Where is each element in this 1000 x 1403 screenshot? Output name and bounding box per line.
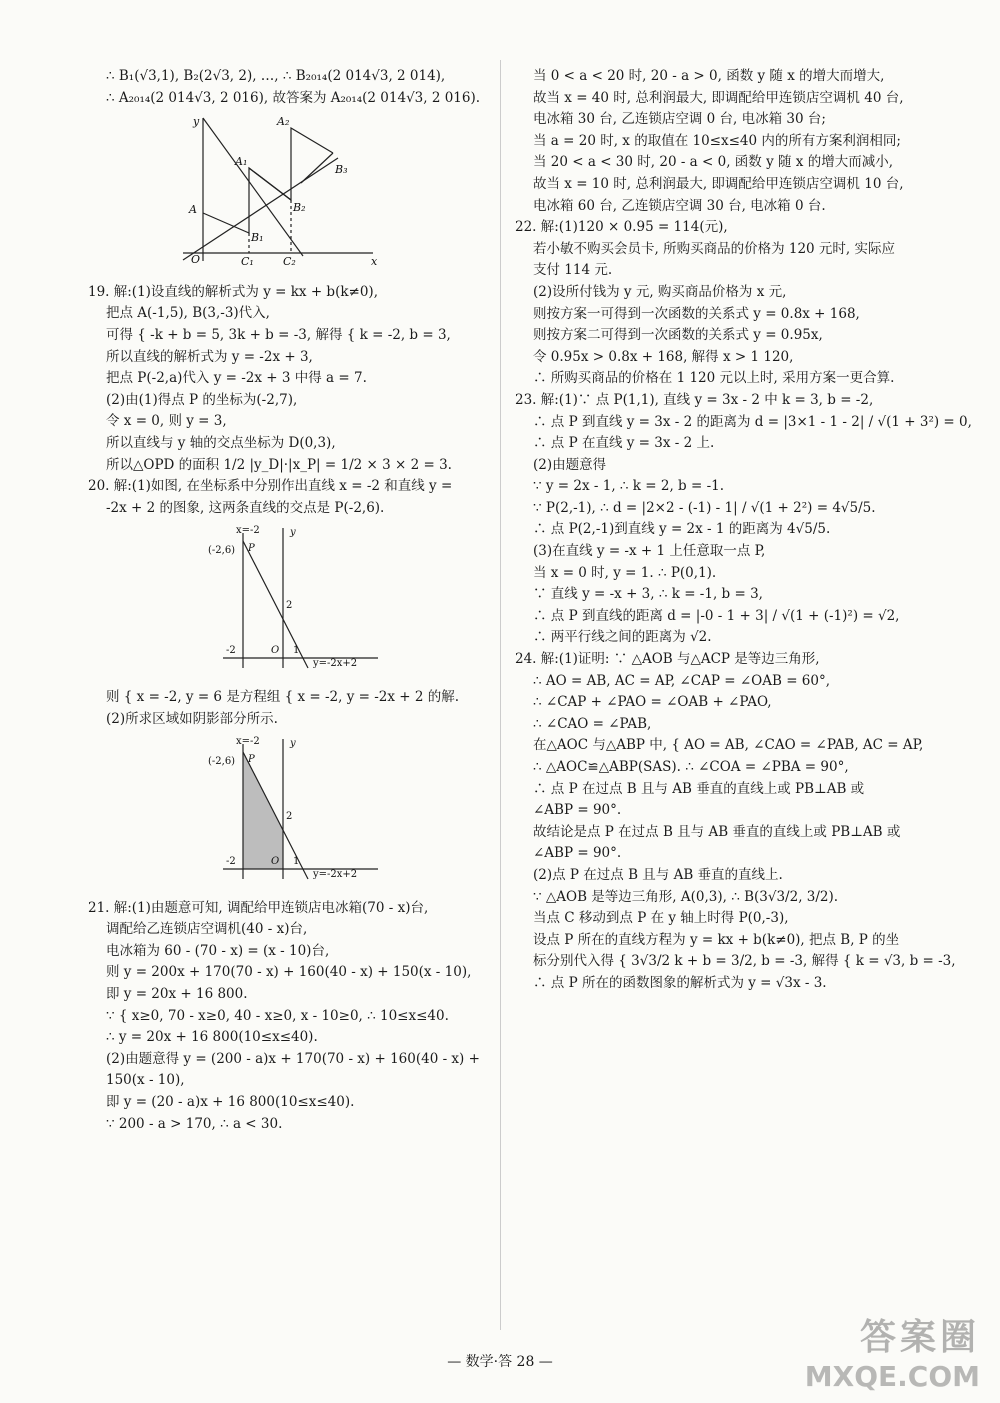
text-line: 22. 解:(1)120 × 0.95 = 114(元), xyxy=(515,219,728,236)
left-text-c xyxy=(88,687,488,730)
text-line: ∵ 直线 y = -x + 3, ∴ k = -1, b = 3, xyxy=(533,586,763,603)
shaded-region xyxy=(243,752,283,869)
text-line: ∴ 两平行线之间的距离为 √2. xyxy=(533,629,712,646)
text-line: 则按方案一可得到一次函数的关系式 y = 0.8x + 168, xyxy=(533,305,860,322)
fig2-tick-neg2: -2 xyxy=(226,645,236,657)
watermark-logo: 答案圈 xyxy=(859,1317,980,1358)
text-line: ∴ y = 20x + 16 800(10≤x≤40). xyxy=(106,1029,318,1046)
text-line: (2)点 P 在过点 B 且与 AB 垂直的直线上. xyxy=(533,866,783,883)
fig3-tick-neg2: -2 xyxy=(226,856,236,868)
text-line: 则 y = 200x + 170(70 - x) + 160(40 - x) + 150(x - 10), xyxy=(106,964,472,981)
text-line: 所以直线的解析式为 y = -2x + 3, xyxy=(106,348,313,365)
text-line: ∴ 点 P 在过点 B 且与 AB 垂直的直线上或 PB⊥AB 或 xyxy=(533,780,865,797)
text-line: ∴ B₁(√3,1), B₂(2√3, 2), …, ∴ B₂₀₁₄(2 014√3, 2 014), xyxy=(106,68,446,84)
fig3-P-coords: (-2,6) xyxy=(208,756,236,768)
text-line: 可得 { -k + b = 5, 3k + b = -3, 解得 { k = -2, b = 3, xyxy=(106,326,451,343)
text-line: 当点 C 移动到点 P 在 y 轴上时得 P(0,-3), xyxy=(533,910,789,927)
text-line: 令 x = 0, 则 y = 3, xyxy=(106,413,227,430)
text-line: ∴ 点 P 到直线的距离 d = |-0 - 1 + 3| / √(1 + (-1)²) = √2, xyxy=(533,607,900,624)
text-line: ∴ △AOC≌△ABP(SAS). ∴ ∠COA = ∠PBA = 90°, xyxy=(533,759,849,775)
left-text-d xyxy=(88,898,488,1136)
text-line: 则 { x = -2, y = 6 是方程组 { x = -2, y = -2x + 2 的解. xyxy=(106,688,460,705)
fig2-y-label: y xyxy=(290,527,296,539)
text-line: -2x + 2 的图象, 这两条直线的交点是 P(-2,6). xyxy=(106,499,385,516)
text-line: ∴ 点 P 在直线 y = 3x - 2 上. xyxy=(533,435,715,452)
text-line: ∴ 点 P(2,-1)到直线 y = 2x - 1 的距离为 4√5/5. xyxy=(533,521,831,538)
text-line: ∴ A₂₀₁₄(2 014√3, 2 016), 故答案为 A₂₀₁₄(2 014√3, 2 016). xyxy=(106,89,481,106)
right-column xyxy=(515,66,972,995)
figure-two-lines xyxy=(198,523,388,673)
text-line: (2)由题意得 y = (200 - a)x + 170(70 - x) + 160(40 - x) + xyxy=(106,1050,480,1067)
text-line: ∵ P(2,-1), ∴ d = |2×2 - (-1) - 1| / √(1 + 2²) = 4√5/5. xyxy=(533,499,876,516)
text-line: 故当 x = 40 时, 总利润最大, 即调配给甲连锁店空调机 40 台, xyxy=(533,89,904,106)
fig3-origin: O xyxy=(271,856,280,868)
text-line: (2)由(1)得点 P 的坐标为(-2,7), xyxy=(106,391,298,408)
text-line: 所以直线与 y 轴的交点坐标为 D(0,3), xyxy=(106,434,336,451)
fig1-B2: B₂ xyxy=(293,201,306,215)
column-divider xyxy=(500,60,501,1330)
text-line: (3)在直线 y = -x + 1 上任意取一点 P, xyxy=(533,543,766,560)
text-line: ∴ ∠CAP + ∠PAO = ∠OAB + ∠PAO, xyxy=(533,694,772,711)
fig1-A1: A₁ xyxy=(235,155,248,169)
text-line: ∴ ∠CAO = ∠PAB, xyxy=(533,715,652,732)
figure-shaded-region xyxy=(198,734,388,884)
text-line: 则按方案二可得到一次函数的关系式 y = 0.95x, xyxy=(533,327,823,344)
text-line: (2)所求区域如阴影部分所示. xyxy=(106,710,278,727)
text-line: 当 x = 0 时, y = 1. ∴ P(0,1). xyxy=(533,564,717,581)
fig1-C2: C₂ xyxy=(283,255,296,269)
fig1-origin: O xyxy=(191,253,201,267)
fig1-x-label: x xyxy=(371,255,378,269)
fig2-P: P xyxy=(248,543,255,555)
text-line: 故当 x = 10 时, 总利润最大, 即调配给甲连锁店空调机 10 台, xyxy=(533,175,904,192)
text-line: ∵ y = 2x - 1, ∴ k = 2, b = -1. xyxy=(533,478,725,495)
fig2-line-x-label: x=-2 xyxy=(236,525,260,537)
text-line: ∴ 点 P 所在的函数图象的解析式为 y = √3x - 3. xyxy=(533,974,827,991)
text-line: ∠ABP = 90°. xyxy=(533,802,622,819)
text-line: 电冰箱 30 台, 乙连锁店空调 0 台, 电冰箱 30 台; xyxy=(533,111,826,128)
left-column xyxy=(88,66,488,1135)
text-line: 24. 解:(1)证明: ∵ △AOB 与△ACP 是等边三角形, xyxy=(515,651,820,668)
text-line: ∵ △AOB 是等边三角形, A(0,3), ∴ B(3√3/2, 3/2). xyxy=(533,888,839,905)
fig3-line-x-label: x=-2 xyxy=(236,736,260,748)
text-line: 即 y = (20 - a)x + 16 800(10≤x≤40). xyxy=(106,1094,355,1111)
text-line: 故结论是点 P 在过点 B 且与 AB 垂直的直线上或 PB⊥AB 或 xyxy=(533,823,901,840)
left-text-b xyxy=(88,282,488,520)
text-line: 电冰箱 60 台, 乙连锁店空调 30 台, 电冰箱 0 台. xyxy=(533,197,826,214)
fig3-P: P xyxy=(248,754,255,766)
text-line: 当 a = 20 时, x 的取值在 10≤x≤40 内的所有方案利润相同; xyxy=(533,132,901,149)
text-line: 若小敏不购买会员卡, 所购买商品的价格为 120 元时, 实际应 xyxy=(533,240,896,257)
text-line: 21. 解:(1)由题意可知, 调配给甲连锁店电冰箱(70 - x)台, xyxy=(88,899,429,916)
fig1-y-label: y xyxy=(193,115,200,129)
watermark-url: MXQE.COM xyxy=(804,1360,980,1393)
text-line: 令 0.95x > 0.8x + 168, 解得 x > 1 120, xyxy=(533,348,794,365)
fig1-B1: B₁ xyxy=(251,231,264,245)
text-line: 设点 P 所在的直线方程为 y = kx + b(k≠0), 把点 B, P 的坐 xyxy=(533,931,900,948)
text-line: 19. 解:(1)设直线的解析式为 y = kx + b(k≠0), xyxy=(88,283,378,300)
fig3-tick-1: 1 xyxy=(293,856,300,868)
text-line: ∵ { x≥0, 70 - x≥0, 40 - x≥0, x - 10≥0, ∴ 10≤x≤40. xyxy=(106,1007,449,1024)
fig1-A2: A₂ xyxy=(277,115,290,129)
fig2-P-coords: (-2,6) xyxy=(208,545,236,557)
text-line: 调配给乙连锁店空调机(40 - x)台, xyxy=(106,921,308,938)
fig2-tick-1: 1 xyxy=(293,645,300,657)
text-line: 电冰箱为 60 - (70 - x) = (x - 10)台, xyxy=(106,942,330,959)
text-line: 当 20 < a < 30 时, 20 - a < 0, 函数 y 随 x 的增大而减小, xyxy=(533,154,893,171)
text-line: (2)由题意得 xyxy=(533,456,607,473)
text-line: ∠ABP = 90°. xyxy=(533,845,622,862)
text-line: 把点 P(-2,a)代入 y = -2x + 3 中得 a = 7. xyxy=(106,370,367,387)
text-line: 23. 解:(1)∵ 点 P(1,1), 直线 y = 3x - 2 中 k = 3, b = -2, xyxy=(515,391,874,408)
right-text xyxy=(515,66,972,995)
fig2-tick-2: 2 xyxy=(286,600,293,612)
left-text-a xyxy=(88,66,488,109)
text-line: 把点 A(-1,5), B(3,-3)代入, xyxy=(106,305,270,322)
text-line: ∴ AO = AB, AC = AP, ∠CAP = ∠OAB = 60°, xyxy=(533,672,831,689)
text-line: ∴ 所购买商品的价格在 1 120 元以上时, 采用方案一更合算. xyxy=(533,370,895,387)
fig1-B3: B₃ xyxy=(335,163,348,177)
figure-staircase-triangles xyxy=(173,113,383,268)
fig2-line2-label: y=-2x+2 xyxy=(313,658,358,670)
text-line: 150(x - 10), xyxy=(106,1072,185,1089)
text-line: 20. 解:(1)如图, 在坐标系中分别作出直线 x = -2 和直线 y = xyxy=(88,478,453,495)
watermark xyxy=(805,1309,980,1393)
fig1-C1: C₁ xyxy=(241,255,254,269)
text-line: ∵ 200 - a > 170, ∴ a < 30. xyxy=(106,1115,283,1132)
text-line: 在△AOC 与△ABP 中, { AO = AB, ∠CAO = ∠PAB, AC = AP, xyxy=(533,737,924,754)
text-line: (2)设所付钱为 y 元, 购买商品价格为 x 元, xyxy=(533,283,787,300)
text-line: 支付 114 元. xyxy=(533,262,613,279)
page-footer: — 数学·答 28 — xyxy=(447,1354,553,1370)
text-line: ∴ 点 P 到直线 y = 3x - 2 的距离为 d = |3×1 - 1 - 2| / √(1 + 3²) = 0, xyxy=(533,413,972,430)
text-line: 当 0 < a < 20 时, 20 - a > 0, 函数 y 随 x 的增大而增大, xyxy=(533,68,885,84)
text-line: 所以△OPD 的面积 1/2 |y_D|·|x_P| = 1/2 × 3 × 2 = 3. xyxy=(106,456,452,473)
text-line: 标分别代入得 { 3√3/2 k + b = 3/2, b = -3, 解得 { k = √3, b = -3, xyxy=(533,953,956,970)
fig2-origin: O xyxy=(271,645,280,657)
text-line: 即 y = 20x + 16 800. xyxy=(106,986,248,1003)
fig1-A: A xyxy=(189,203,197,217)
fig3-y-label: y xyxy=(290,738,296,750)
fig3-tick-2: 2 xyxy=(286,811,293,823)
fig3-line2-label: y=-2x+2 xyxy=(313,869,358,881)
